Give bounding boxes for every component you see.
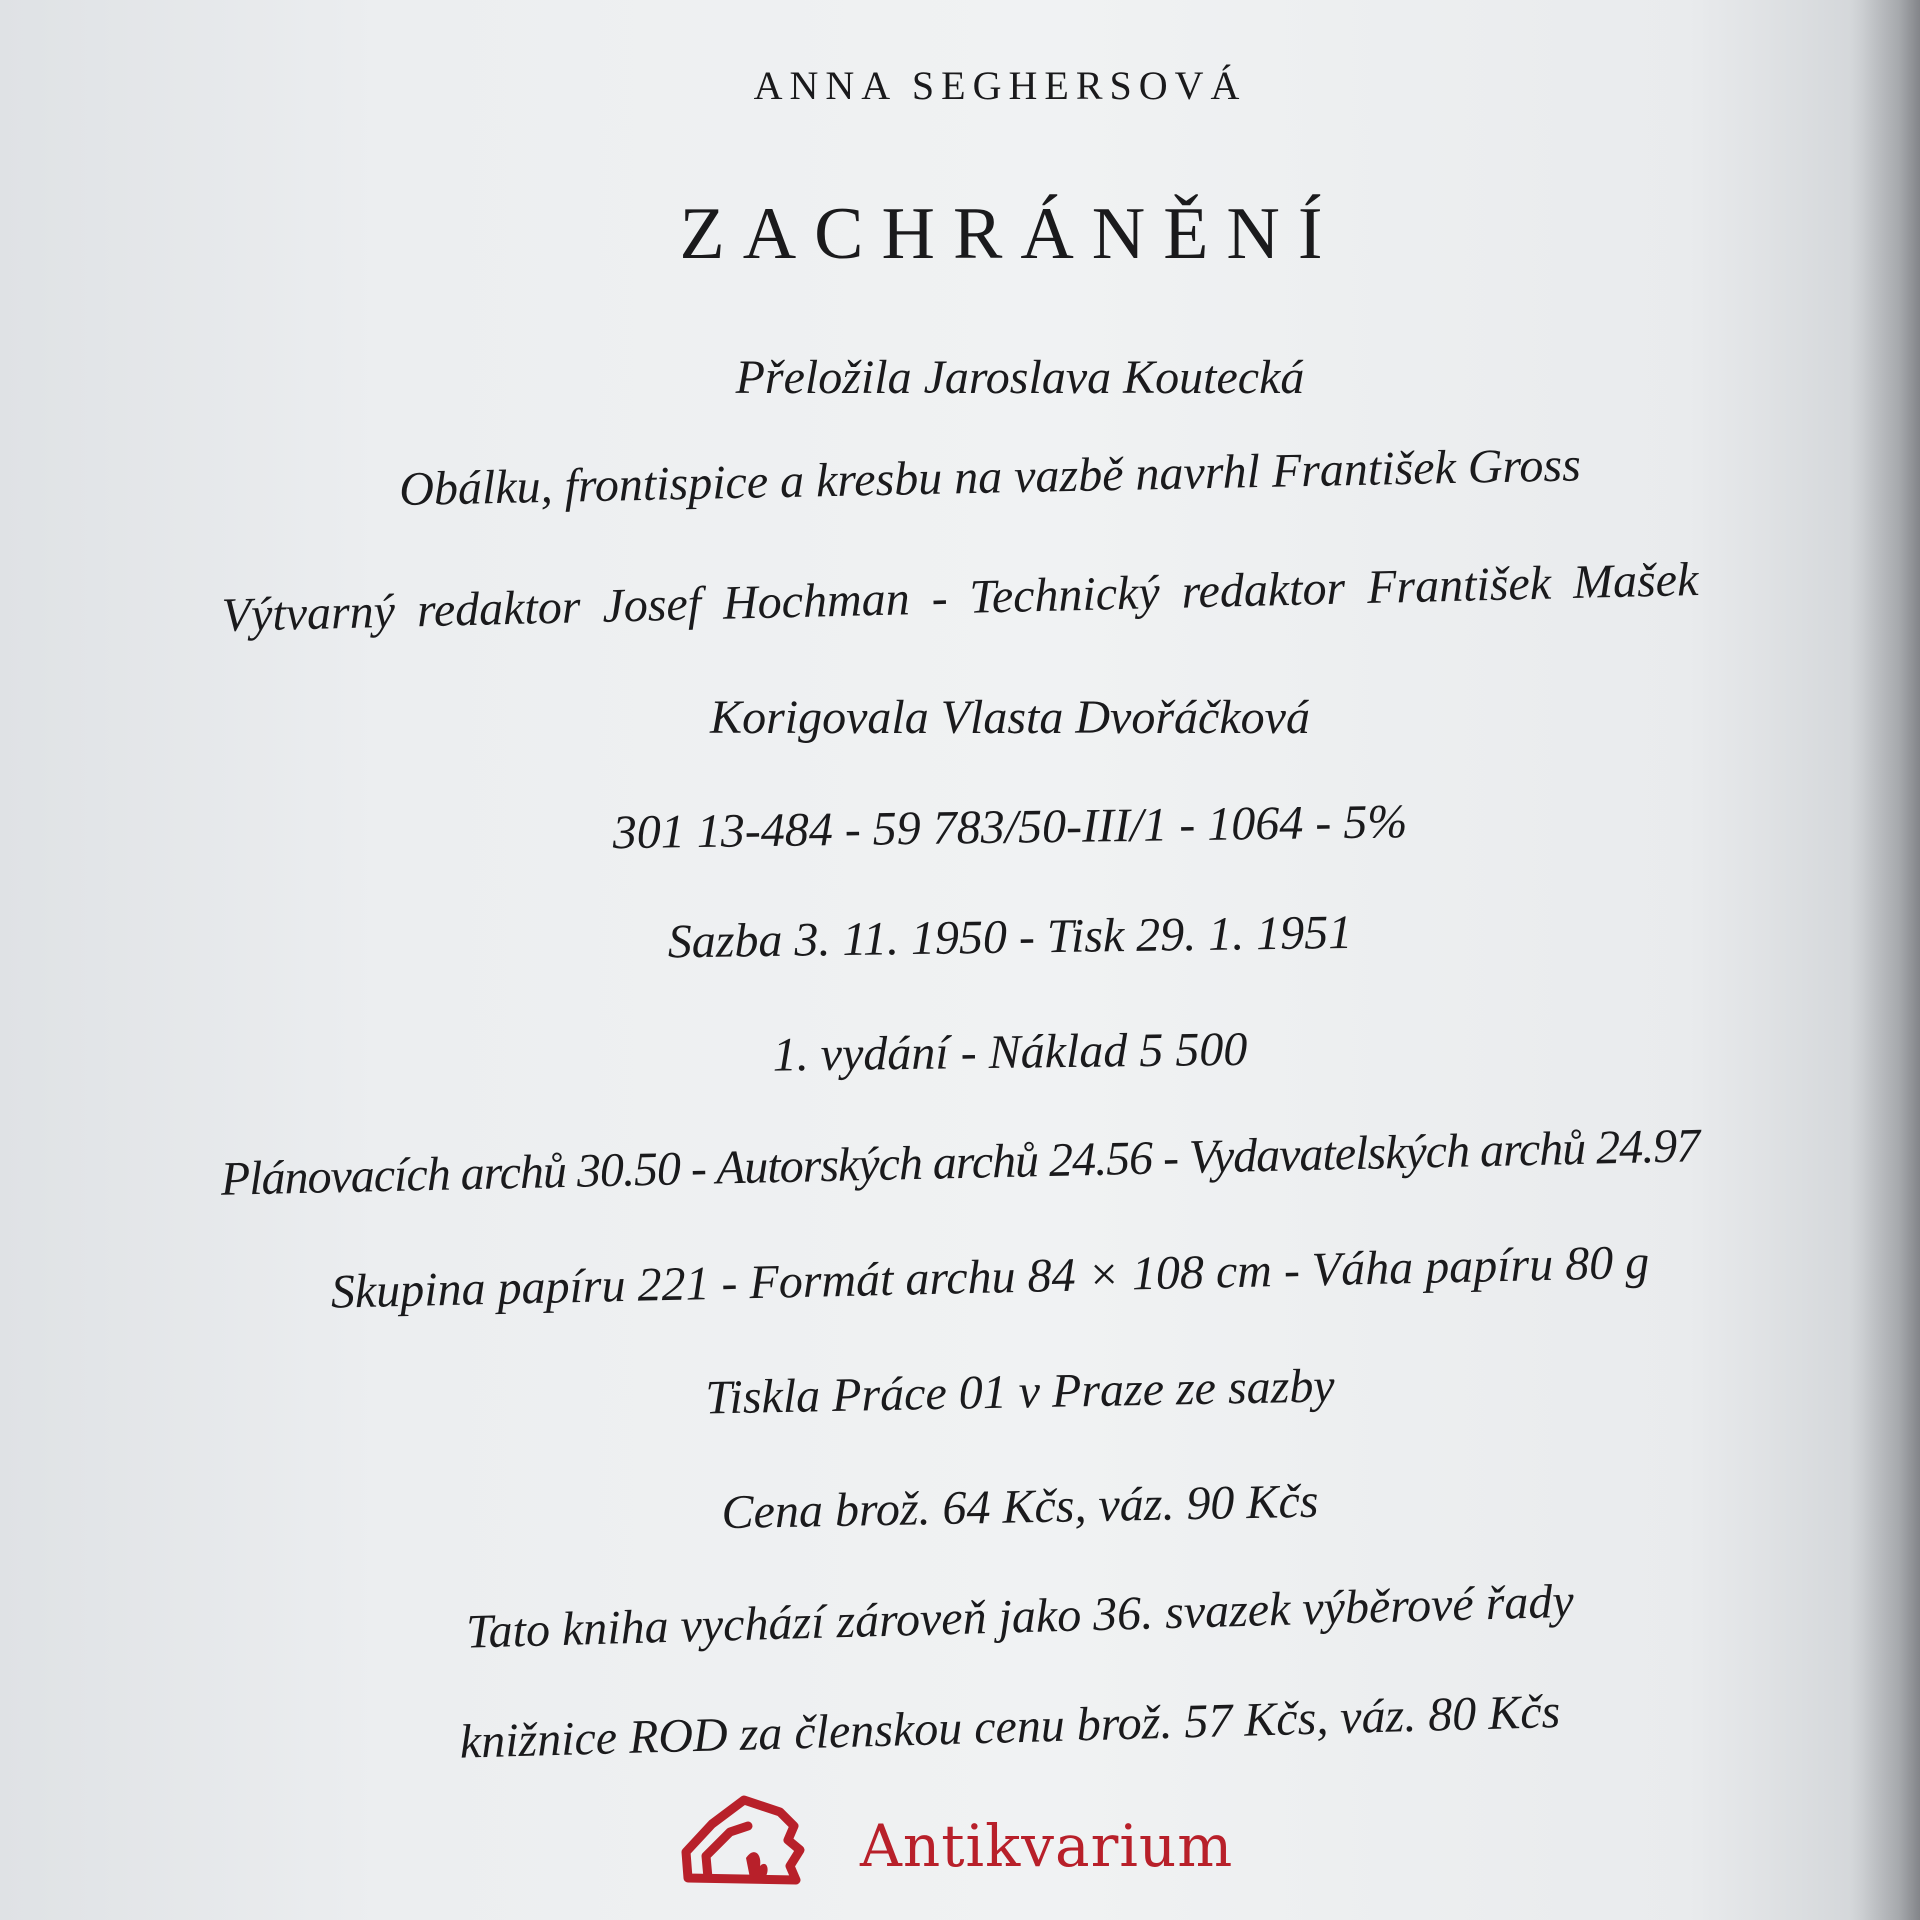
author-name: ANNA SEGHERSOVÁ [753, 63, 1247, 108]
antikvarium-text: Antikvarium [860, 1812, 1234, 1880]
printer-line: Tiskla Práce 01 v Praze ze sazby [704, 1359, 1336, 1425]
translator-line: Přeložila Jaroslava Koutecká [735, 351, 1305, 404]
illustrator-line: Obálku, frontispice a kresbu na vazbě navrhl František Gross [398, 438, 1582, 517]
paper-line: Skupina papíru 221 - Formát archu 84 × 108 cm - Váha papíru 80 g [330, 1235, 1650, 1319]
proofreader-line: Korigovala Vlasta Dvořáčková [710, 691, 1310, 744]
editors-line: Výtvarný redaktor Josef Hochman - Technický redaktor František Mašek [221, 552, 1699, 643]
book-title: ZACHRÁNĚNÍ [679, 193, 1341, 275]
series-line: Tato kniha vychází zároveň jako 36. svazek výběrové řady [465, 1574, 1575, 1659]
page-edge-shadow [1850, 0, 1920, 1920]
member-price-line: knižnice ROD za členskou cenu brož. 57 Kčs, váz. 80 Kčs [459, 1684, 1561, 1769]
price-line: Cena brož. 64 Kčs, váz. 90 Kčs [721, 1474, 1319, 1540]
sheets-line: Plánovacích archů 30.50 - Autorských archů 24.56 - Vydavatelských archů 24.97 [220, 1119, 1700, 1206]
catalog-code-line: 301 13-484 - 59 783/50-III/1 - 1064 - 5% [612, 795, 1408, 860]
antikvarium-logo-icon [676, 1790, 836, 1890]
edition-line: 1. vydání - Náklad 5 500 [772, 1022, 1248, 1082]
antikvarium-watermark [676, 1790, 1276, 1900]
print-dates-line: Sazba 3. 11. 1950 - Tisk 29. 1. 1951 [667, 905, 1353, 969]
